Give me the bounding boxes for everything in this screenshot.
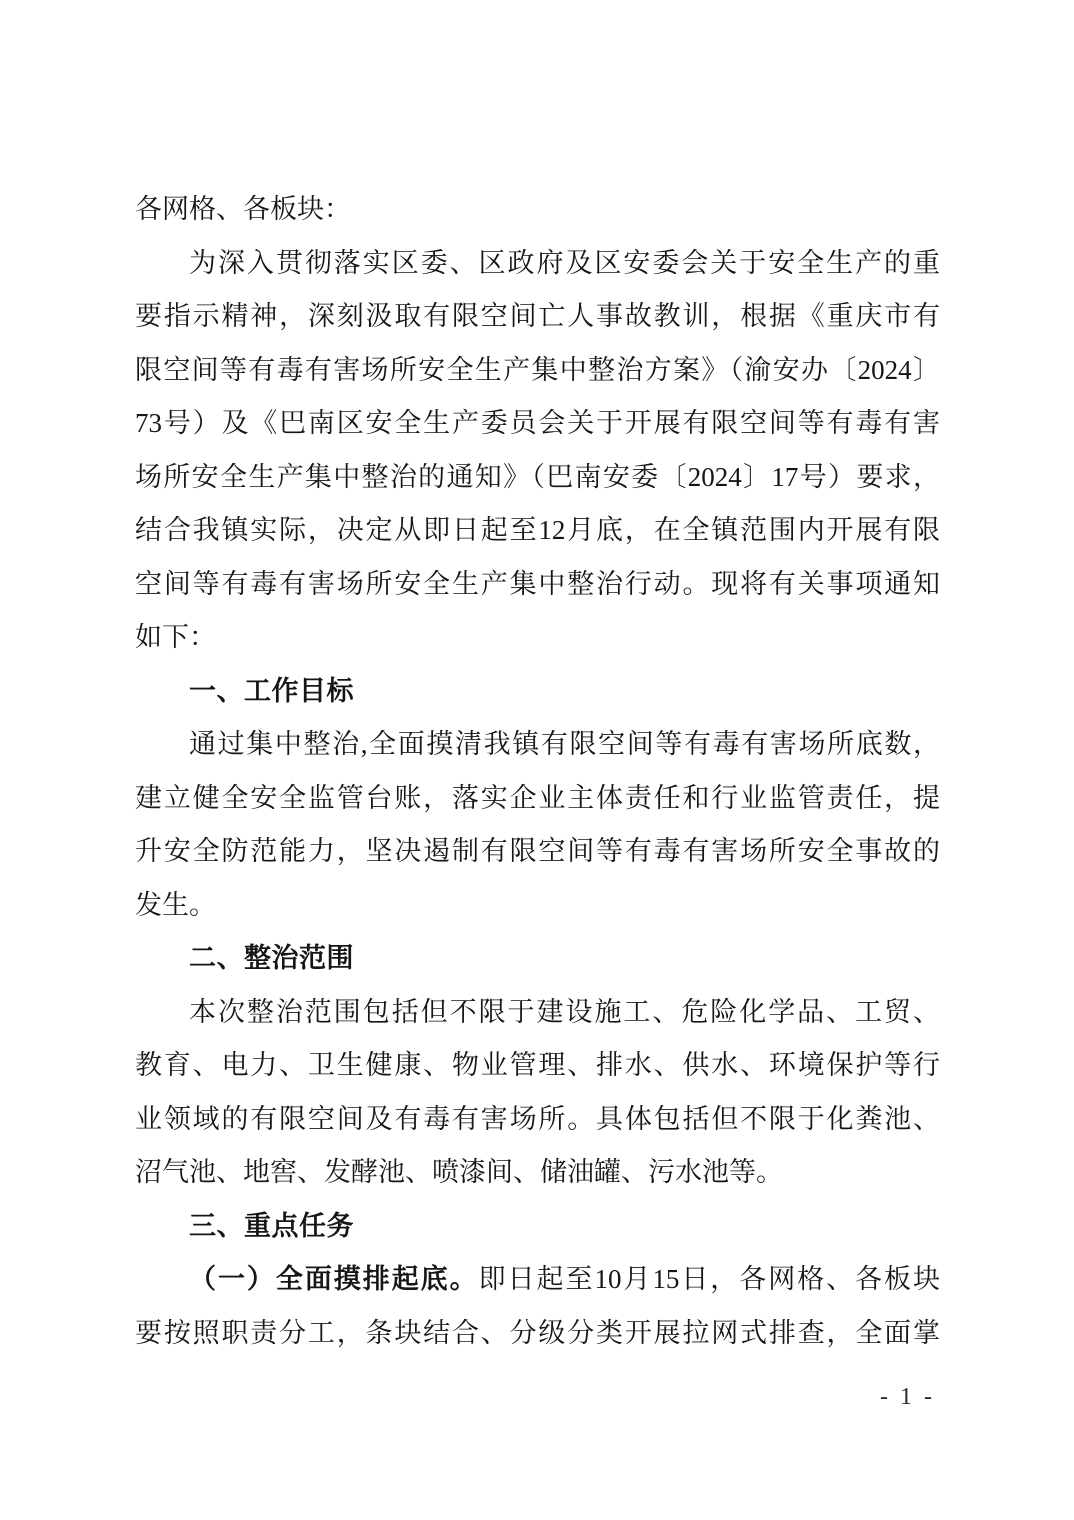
section-heading-1: 一、工作目标	[189, 675, 354, 706]
section-heading-3: 三、重点任务	[189, 1210, 354, 1241]
section2-line: 沼气池、地窖、发酵池、喷漆间、储油罐、污水池等。	[135, 1157, 783, 1187]
salutation-line: 各网格、各板块：	[135, 194, 351, 224]
intro-line: 如下：	[135, 622, 216, 652]
intro-line: 结合我镇实际，决定从即日起至12月底，在全镇范围内开展有限	[135, 515, 940, 545]
intro-line: 为深入贯彻落实区委、区政府及区安委会关于安全生产的重	[189, 247, 940, 278]
intro-line: 空间等有毒有害场所安全生产集中整治行动。现将有关事项通知	[135, 568, 940, 599]
section3-item-line	[135, 1253, 940, 1307]
intro-line: 要指示精神，深刻汲取有限空间亡人事故教训，根据《重庆市有	[135, 301, 940, 331]
section-heading-2: 二、整治范围	[189, 943, 354, 973]
intro-line: 场所安全生产集中整治的通知》（巴南安委〔2024〕17号）要求，	[135, 461, 940, 492]
section1-line: 发生。	[135, 889, 216, 920]
section3-line: 要按照职责分工，条块结合、分级分类开展拉网式排查，全面掌	[135, 1317, 940, 1348]
document-body	[135, 183, 940, 1360]
section2-line: 业领域的有限空间及有毒有害场所。具体包括但不限于化粪池、	[135, 1103, 940, 1134]
section2-line: 本次整治范围包括但不限于建设施工、危险化学品、工贸、	[189, 996, 940, 1027]
intro-line: 限空间等有毒有害场所安全生产集中整治方案》（渝安办〔2024〕	[135, 354, 940, 385]
section1-line: 通过集中整治,全面摸清我镇有限空间等有毒有害场所底数，	[189, 729, 940, 759]
item1-lead-bold: （一）全面摸排起底。	[189, 1264, 479, 1294]
page-number: - 1 -	[880, 1384, 935, 1410]
section2-line: 教育、电力、卫生健康、物业管理、排水、供水、环境保护等行	[135, 1050, 940, 1080]
intro-line: 73号）及《巴南区安全生产委员会关于开展有限空间等有毒有害	[135, 408, 940, 438]
section1-line: 升安全防范能力，坚决遏制有限空间等有毒有害场所安全事故的	[135, 836, 940, 866]
item1-text: 即日起至10月15日，各网格、各板块	[478, 1264, 941, 1294]
section1-line: 建立健全安全监管台账，落实企业主体责任和行业监管责任，提	[135, 782, 940, 813]
